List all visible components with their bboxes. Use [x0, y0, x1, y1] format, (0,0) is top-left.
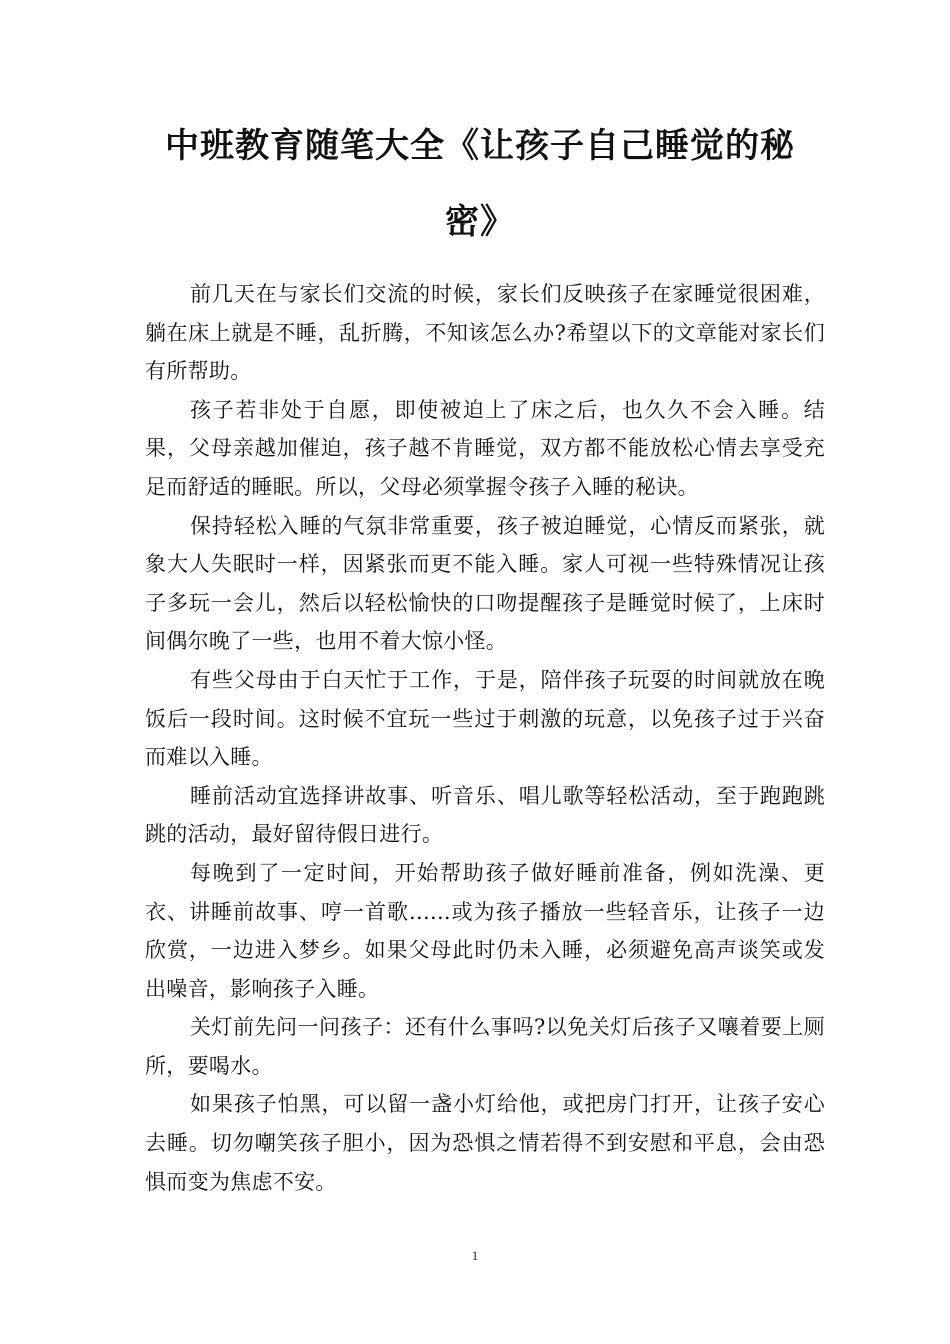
- paragraph: 每晚到了一定时间，开始帮助孩子做好睡前准备，例如洗澡、更衣、讲睡前故事、哼一首歌......或为孩子播放一些轻音乐，让孩子一边欣赏，一边进入梦乡。如果父母此时仍未入睡，必须避免高声谈笑或发出噪音，影响孩子入睡。: [145, 860, 825, 1001]
- paragraph: 有些父母由于白天忙于工作，于是，陪伴孩子玩耍的时间就放在晚饭后一段时间。这时候不宜玩一些过于刺激的玩意，以免孩子过于兴奋而难以入睡。: [145, 667, 825, 770]
- document-body: [145, 275, 825, 1201]
- paragraph: 孩子若非处于自愿，即使被迫上了床之后，也久久不会入睡。结果，父母亲越加催迫，孩子越不肯睡觉，双方都不能放松心情去享受充足而舒适的睡眠。所以，父母必须掌握令孩子入睡的秘诀。: [145, 397, 825, 499]
- document-title-line-2: 密》: [445, 202, 515, 242]
- paragraph: 保持轻松入睡的气氛非常重要，孩子被迫睡觉，心情反而紧张，就象大人失眠时一样，因紧张而更不能入睡。家人可视一些特殊情况让孩子多玩一会儿，然后以轻松愉快的口吻提醒孩子是睡觉时候了，上床时间偶尔晚了一些，也用不着大惊小怪。: [145, 513, 825, 654]
- paragraph: 睡前活动宜选择讲故事、听音乐、唱儿歌等轻松活动，至于跑跑跳跳的活动，最好留待假日进行。: [145, 783, 825, 847]
- page-number: 1: [471, 1248, 479, 1263]
- document-title-line-1: 中班教育随笔大全《让孩子自己睡觉的秘: [165, 126, 795, 166]
- paragraph: 前几天在与家长们交流的时候，家长们反映孩子在家睡觉很困难，躺在床上就是不睡，乱折腾，不知该怎么办?希望以下的文章能对家长们有所帮助。: [145, 282, 825, 384]
- paragraph: 关灯前先问一问孩子：还有什么事吗?以免关灯后孩子又嚷着要上厕所，要喝水。: [145, 1015, 825, 1078]
- paragraph: 如果孩子怕黑，可以留一盏小灯给他，或把房门打开，让孩子安心去睡。切勿嘲笑孩子胆小，因为恐惧之情若得不到安慰和平息，会由恐惧而变为焦虑不安。: [145, 1092, 825, 1194]
